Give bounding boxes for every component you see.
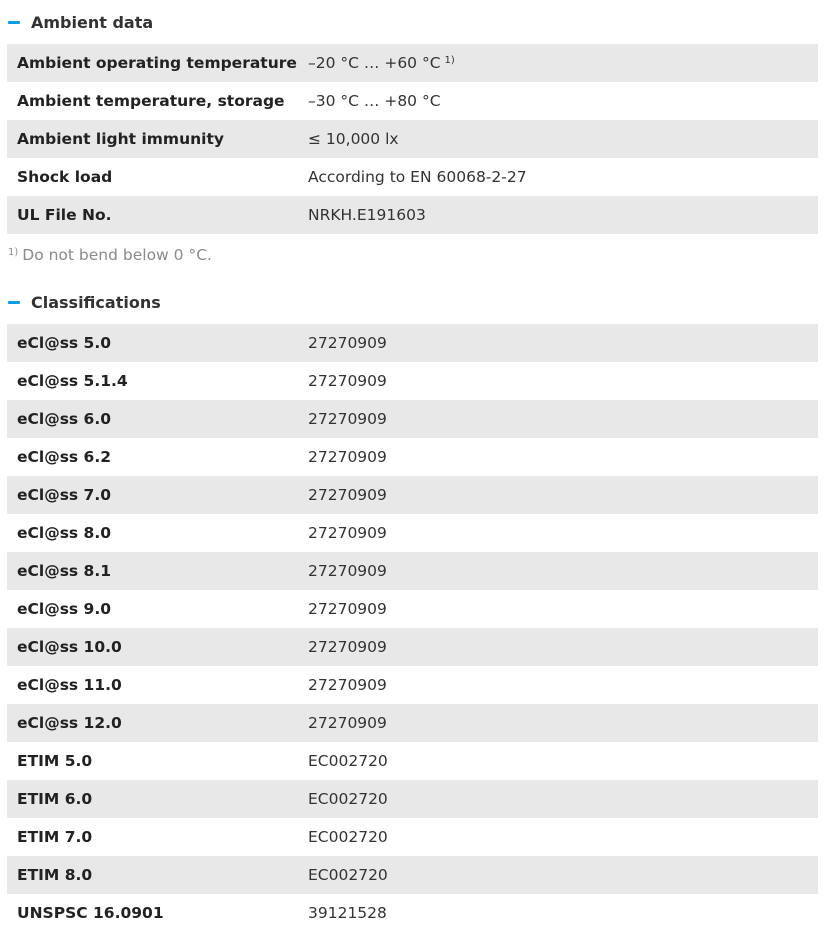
spec-value-text: –20 °C … +60 °C — [308, 54, 441, 72]
table-row — [7, 82, 818, 120]
spec-label: eCl@ss 10.0 — [17, 638, 122, 656]
classifications-table — [7, 324, 818, 932]
table-row — [7, 196, 818, 234]
table-row — [7, 856, 818, 894]
spec-value: According to EN 60068-2-27 — [308, 168, 527, 186]
table-row — [7, 514, 818, 552]
table-row — [7, 44, 818, 82]
spec-label: eCl@ss 9.0 — [17, 600, 112, 618]
spec-value: 27270909 — [308, 714, 387, 732]
table-row — [7, 362, 818, 400]
spec-value: 27270909 — [308, 486, 387, 504]
spec-label: eCl@ss 6.0 — [17, 410, 112, 428]
spec-value: 27270909 — [308, 676, 387, 694]
spec-value: EC002720 — [308, 790, 388, 808]
table-row — [7, 818, 818, 856]
classifications-header[interactable] — [8, 290, 161, 314]
spec-label: eCl@ss 8.1 — [17, 562, 112, 580]
spec-label: Shock load — [17, 168, 113, 186]
spec-label: eCl@ss 5.0 — [17, 334, 112, 352]
spec-value: 27270909 — [308, 562, 387, 580]
spec-label: eCl@ss 6.2 — [17, 448, 112, 466]
table-row — [7, 666, 818, 704]
footnote-mark: 1) — [8, 247, 19, 258]
footnote-reference: 1) — [444, 55, 455, 66]
spec-value: 27270909 — [308, 600, 387, 618]
table-row — [7, 590, 818, 628]
collapse-minus-icon[interactable] — [8, 21, 20, 24]
spec-label: Ambient light immunity — [17, 130, 224, 148]
table-row — [7, 438, 818, 476]
spec-label: UL File No. — [17, 206, 112, 224]
spec-value: 27270909 — [308, 448, 387, 466]
spec-value — [308, 44, 818, 82]
spec-label: eCl@ss 7.0 — [17, 486, 112, 504]
spec-label: eCl@ss 12.0 — [17, 714, 122, 732]
ambient-data-table — [7, 44, 818, 234]
spec-value: ≤ 10,000 lx — [308, 130, 399, 148]
spec-value: –30 °C … +80 °C — [308, 92, 441, 110]
spec-value: 27270909 — [308, 524, 387, 542]
table-row — [7, 780, 818, 818]
classifications-title: Classifications — [31, 292, 161, 312]
table-row — [7, 400, 818, 438]
spec-label: eCl@ss 8.0 — [17, 524, 112, 542]
spec-label: eCl@ss 5.1.4 — [17, 372, 128, 390]
table-row — [7, 894, 818, 932]
spec-value: 27270909 — [308, 410, 387, 428]
ambient-data-title: Ambient data — [31, 12, 154, 32]
spec-label: ETIM 7.0 — [17, 828, 93, 846]
table-row — [7, 552, 818, 590]
spec-value: EC002720 — [308, 866, 388, 884]
spec-value: 27270909 — [308, 372, 387, 390]
ambient-data-header[interactable] — [8, 10, 153, 34]
spec-label: Ambient operating temperature — [17, 54, 297, 72]
table-row — [7, 120, 818, 158]
spec-label: UNSPSC 16.0901 — [17, 904, 164, 922]
spec-value: NRKH.E191603 — [308, 206, 426, 224]
spec-label: Ambient temperature, storage — [17, 92, 285, 110]
table-row — [7, 324, 818, 362]
spec-value: 39121528 — [308, 904, 387, 922]
spec-value: EC002720 — [308, 752, 388, 770]
spec-label: ETIM 5.0 — [17, 752, 93, 770]
spec-label: eCl@ss 11.0 — [17, 676, 122, 694]
footnote-text: Do not bend below 0 °C. — [22, 246, 212, 264]
spec-value: 27270909 — [308, 334, 387, 352]
spec-label: ETIM 6.0 — [17, 790, 93, 808]
table-row — [7, 704, 818, 742]
table-row — [7, 742, 818, 780]
table-row — [7, 158, 818, 196]
collapse-minus-icon[interactable] — [8, 301, 20, 304]
spec-value: 27270909 — [308, 638, 387, 656]
table-row — [7, 476, 818, 514]
spec-value: EC002720 — [308, 828, 388, 846]
footnote — [8, 246, 212, 264]
spec-label: ETIM 8.0 — [17, 866, 93, 884]
table-row — [7, 628, 818, 666]
